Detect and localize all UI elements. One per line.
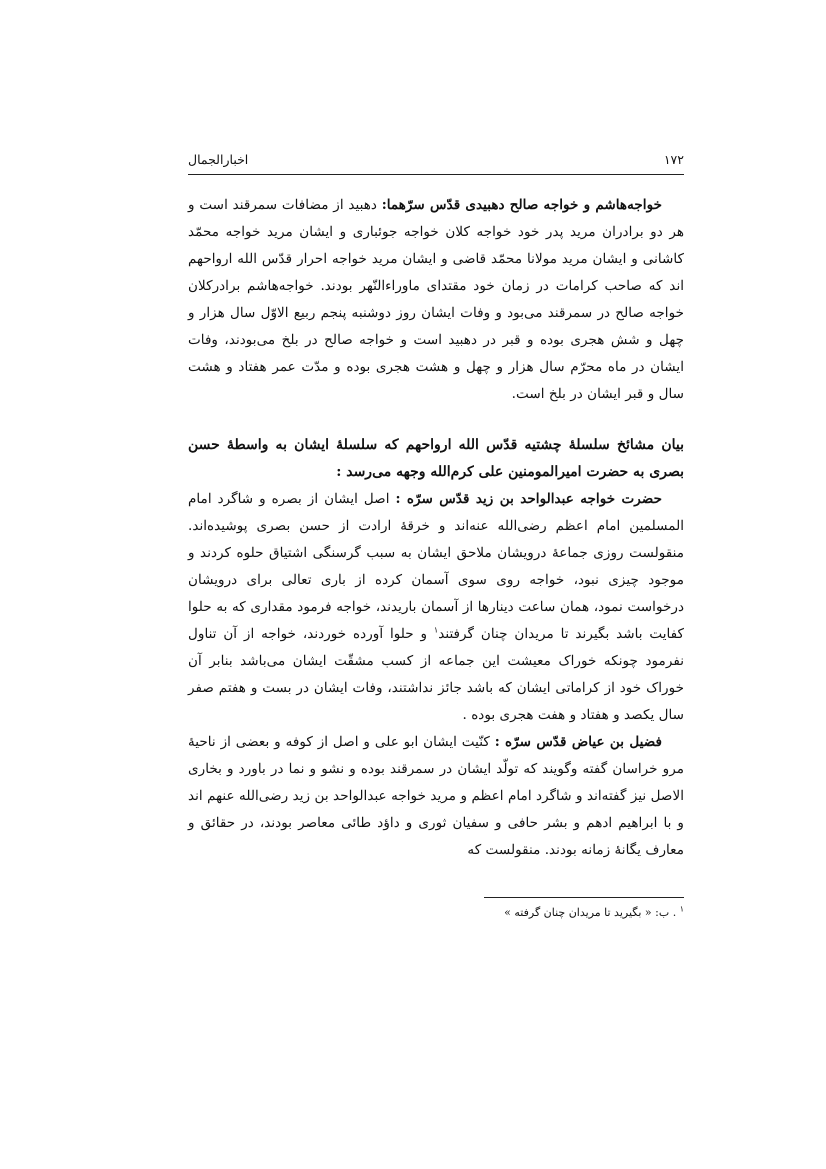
footnote — [504, 904, 684, 922]
paragraph-fuzail — [188, 729, 684, 864]
running-title: اخبارالجمال — [188, 152, 249, 167]
footnote-number: ۱ — [679, 904, 684, 914]
section-heading: بیان مشائخ سلسلهٔ چشتیه قدّس الله ارواحهم که سلسلهٔ ایشان به واسطهٔ حسن بصری به حضرت امیرالمومنین علی کرم‌الله وجهه می‌رسد : — [188, 437, 684, 480]
paragraph-text: دهبید از مضافات سمرقند است و هر دو برادران مرید پدر خود خواجه کلان خواجه جوئباری و ایشان مرید خواجه محمّد کاشانی و ایشان مرید مولانا محمّد قاضی و ایشان مرید خواجه احرار قدّس الله ارواحهم اند که صاحب کرامات در زمان خود مقتدای ماوراءالنّهر بودند. خواجه‌هاشم برادرکلان خواجه صالح در سمرقند می‌بود و وفات ایشان روز دوشنبه پنجم ربیع الاوّل سال هزار و چهل و شش هجری بوده و قبر در دهبید است و خواجه صالح در بلخ می‌بودند، وفات ایشان در ماه محرّم سال هزار و چهل و هشت هجری بوده و مدّت عمر هفتاد و هشت سال و قبر ایشان در بلخ است. — [188, 197, 684, 402]
paragraph-title: خواجه‌هاشم و خواجه صالح دهبیدی قدّس سرّهما: — [381, 197, 662, 213]
footnote-reference: ۱ — [433, 625, 439, 635]
paragraph-text: اصل ایشان از بصره و شاگرد امام المسلمین امام اعظم رضی‌الله عنه‌اند و خرقهٔ ارادت از حسن بصری پوشیده‌اند. منقولست روزی جماعهٔ درویشان ملاحق ایشان به سبب گرسنگی اشتیاق حلوه کردند و موجود چیزی نبود، خواجه روی سوی آسمان کرده از باری تعالی برای درویشان درخواست نمود، همان ساعت دینارها از آسمان باریدند، خواجه فرمود مقداری که به حلوا کفایت باشد بگیرند تا مریدان چنان گرفتند — [188, 491, 684, 642]
footnote-text: . ب: « بگیرید تا مریدان چنان گرفته » — [504, 906, 680, 919]
paragraph-title: حضرت خواجه عبدالواحد بن زید قدّس سرّه : — [395, 491, 662, 507]
page-body — [188, 192, 684, 864]
paragraph-text: کنّیت ایشان ابو علی و اصل از کوفه و بعضی از ناحیهٔ مرو خراسان گفته وگویند که تولّد ایشان در سمرقند بوده و نشو و نما در باورد و بخاری الاصل نیز گفته‌اند و شاگرد امام اعظم و مرید خواجه عبدالواحد بن زید رضی‌الله عنهم اند و با ابراهیم ادهم و بشر حافی و سفیان ثوری و داؤد طائی معاصر بودند، در حقائق و معارف یگانهٔ زمانه بودند. منقولست که — [188, 734, 684, 858]
footnote-divider — [484, 897, 684, 898]
paragraph-text-continued: و حلوا آورده خوردند، خواجه از آن تناول نفرمود چونکه خوراک معیشت این جماعه از کسب مشقّت ایشان می‌باشد بنابر آن خوراک خود از کراماتی ایشان که باشد جائز نداشتند، وفات ایشان در بست و هفتم صفر سال یکصد و هفتاد و هفت هجری بوده . — [188, 626, 684, 723]
paragraph-hashem-saleh — [188, 192, 684, 408]
document-page — [188, 140, 684, 1040]
paragraph-title: فضیل بن عیاض قدّس سرّه : — [494, 734, 662, 750]
page-header — [188, 150, 684, 175]
paragraph-abdulwahid — [188, 486, 684, 729]
page-number: ۱۷۲ — [663, 152, 684, 167]
